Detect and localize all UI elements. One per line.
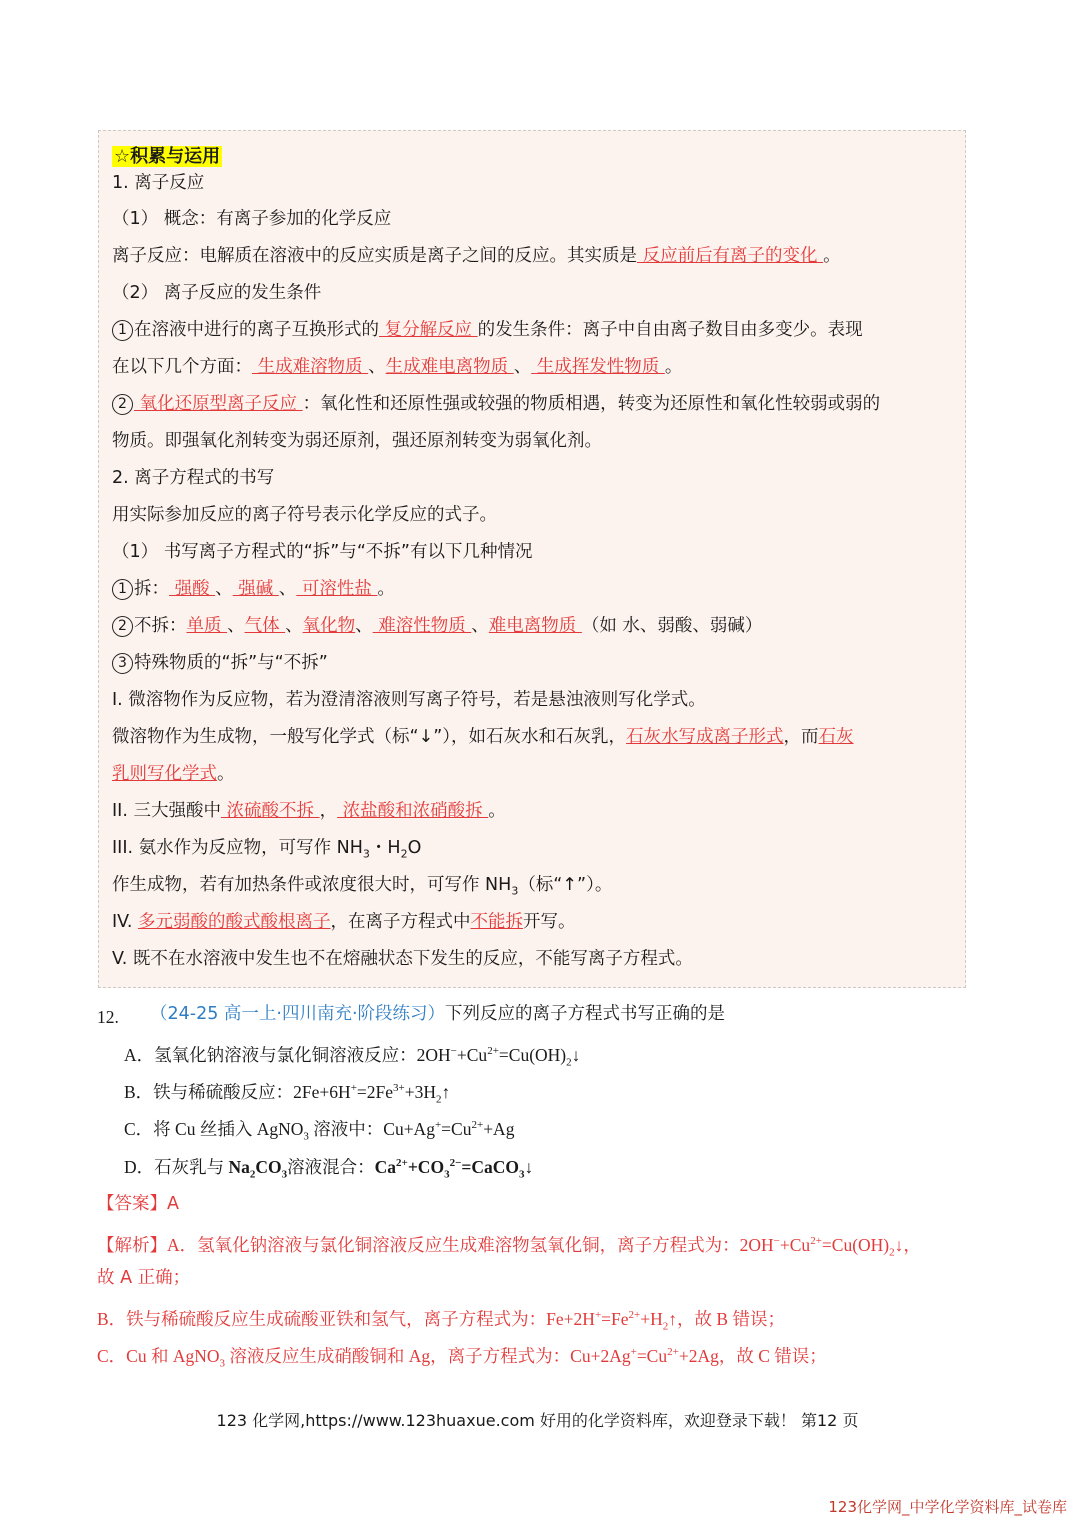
analysis-a-cont: 故 A 正确； [97, 1268, 191, 1288]
line: 乳则写化学式。 [112, 764, 235, 784]
line: 用实际参加反应的离子符号表示化学反应的式子。 [112, 505, 497, 525]
line: 微溶物作为生成物，一般写化学式（标“↓”），如石灰水和石灰乳，石灰水写成离子形式，而石灰 [112, 727, 854, 747]
option-b: B．铁与稀硫酸反应：$2Fe+6H^+=2Fe^{3+}+3H_2↑$ [124, 1081, 451, 1106]
line: （2） 离子反应的发生条件 [112, 283, 322, 303]
line: 物质。即强氧化剂转变为弱还原剂，强还原剂转变为弱氧化剂。 [112, 431, 602, 451]
analysis-a: 【解析】A．氢氧化钠溶液与氯化铜溶液反应生成难溶物氢氧化铜，离子方程式为：$2OH^-+Cu^{2+}=Cu(OH)_2↓$， [97, 1234, 921, 1259]
line: 1 在溶液中进行的离子互换形式的 复分解反应 的发生条件：离子中自由离子数目由多变少。表现 [112, 318, 863, 342]
line: 离子反应：电解质在溶液中的反应实质是离子之间的反应。其实质是 反应前后有离子的变化 。 [112, 246, 841, 266]
line: （1） 概念：有离子参加的化学反应 [112, 209, 392, 229]
line: 2 不拆：单质 、气体 、氧化物、 难溶性物质 、难电离物质 （如 水、弱酸、弱碱） [112, 614, 762, 638]
page-footer: 123 化学网,https://www.123huaxue.com 好用的化学资料库，欢迎登录下载！ 第12 页 [216, 1411, 859, 1430]
option-c: C．将 Cu 丝插入 AgNO$_3$ 溶液中：$Cu+Ag^+=Cu^{2+}+Ag$ [124, 1118, 515, 1143]
question-number: 12. [97, 1007, 119, 1027]
line: （1） 书写离子方程式的“拆”与“不拆”有以下几种情况 [112, 542, 533, 562]
line: 2 氧化还原型离子反应 ：氧化性和还原性强或较强的物质相遇，转变为还原性和氧化性较弱或弱的 [112, 392, 880, 416]
analysis-b: B．铁与稀硫酸反应生成硫酸亚铁和氢气，离子方程式为：$Fe+2H^+=Fe^{2+}+H_2↑$，故 B 错误； [97, 1308, 785, 1333]
line: 3 特殊物质的“拆”与“不拆” [112, 651, 328, 675]
line: IV. 多元弱酸的酸式酸根离子，在离子方程式中不能拆开写。 [112, 912, 576, 932]
option-a: A．氢氧化钠溶液与氯化铜溶液反应：$2OH^-+Cu^{2+}=Cu(OH)_2↓$ [124, 1044, 581, 1069]
line: III. 氨水作为反应物，可写作 $NH_3$・$H_2O$ [112, 838, 422, 861]
line: II. 三大强酸中 浓硫酸不拆 ， 浓盐酸和浓硝酸拆 。 [112, 801, 506, 821]
question-stem: （24-25 高一上·四川南充·阶段练习）下列反应的离子方程式书写正确的是 [150, 1004, 726, 1024]
analysis-c: C．Cu 和 AgNO$_3$ 溶液反应生成硝酸铜和 Ag，离子方程式为：$Cu+2Ag^+=Cu^{2+}+2Ag$，故 C 错误； [97, 1345, 827, 1370]
line: V. 既不在水溶液中发生也不在熔融状态下发生的反应，不能写离子方程式。 [112, 949, 693, 969]
watermark: 123化学网_中学化学资料库_试卷库 [828, 1498, 1067, 1516]
line: 1. 离子反应 [112, 173, 205, 193]
line: 1 拆： 强酸 、 强碱 、 可溶性盐 。 [112, 577, 395, 601]
line: 在以下几个方面： 生成难溶物质 、生成难电离物质 、 生成挥发性物质 。 [112, 357, 683, 377]
line: 2. 离子方程式的书写 [112, 468, 275, 488]
option-d: D．石灰乳与 $Na_2CO_3$溶液混合：$Ca^{2+}+CO_3^{2-}=CaCO_3↓$ [124, 1156, 534, 1181]
answer: 【答案】A [97, 1194, 179, 1214]
line: 作生成物，若有加热条件或浓度很大时，可写作 $NH_3$（标“↑”）。 [112, 875, 613, 898]
box-heading: ☆积累与运用 [114, 146, 221, 167]
line: I. 微溶物作为反应物，若为澄清溶液则写离子符号，若是悬浊液则写化学式。 [112, 690, 706, 710]
